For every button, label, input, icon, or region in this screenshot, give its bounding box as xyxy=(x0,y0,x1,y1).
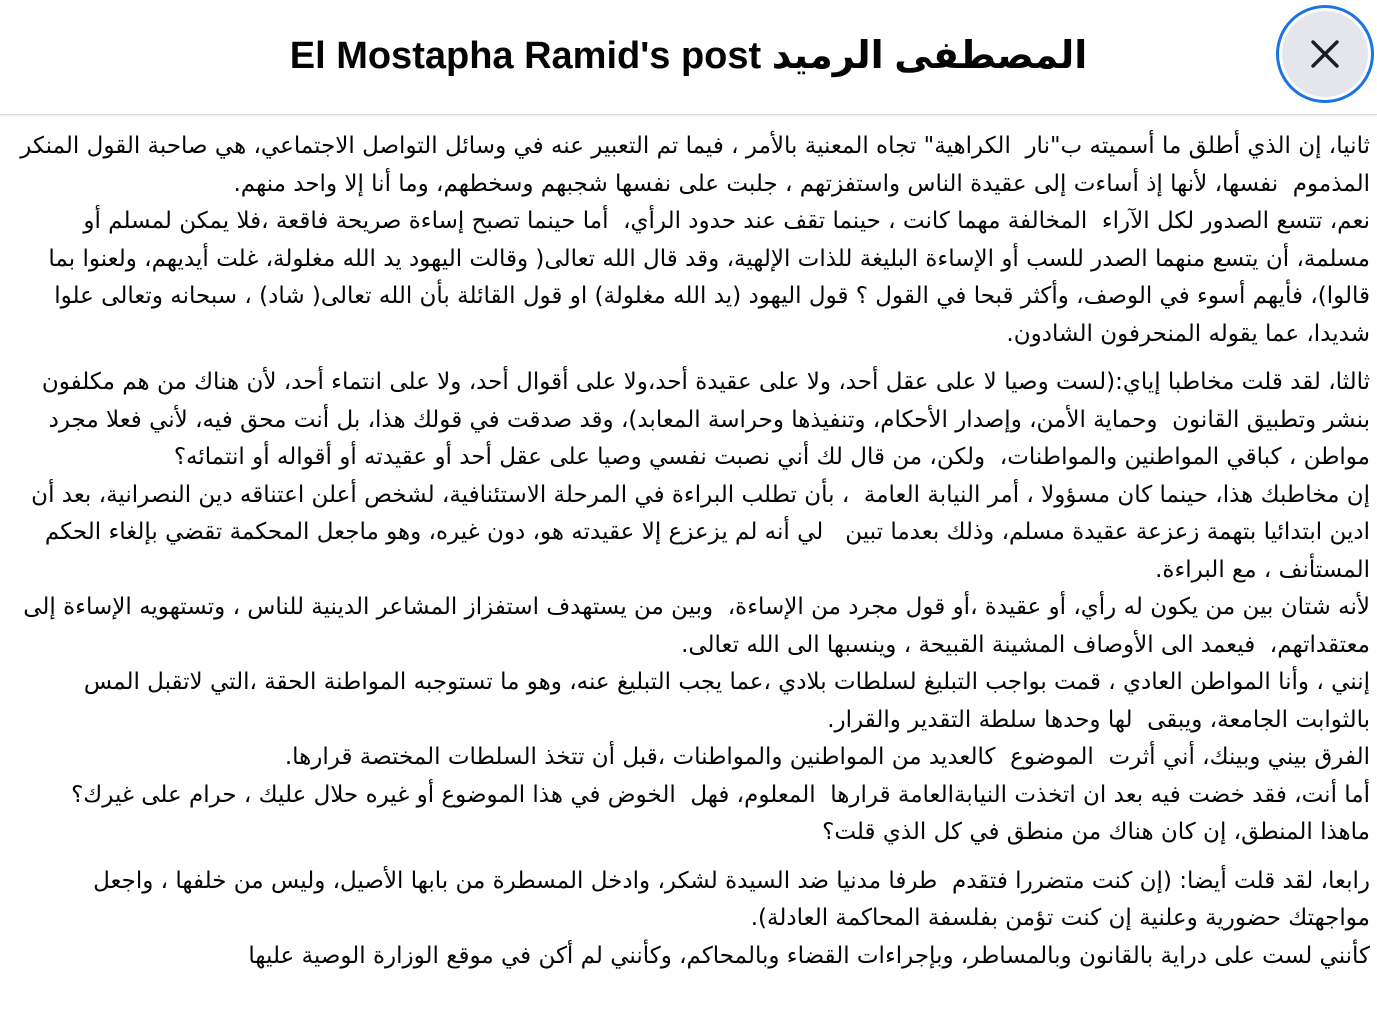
post-paragraph: رابعا، لقد قلت أيضا: (إن كنت متضررا فتقدم طرفا مدنيا ضد السيدة لشكر، وادخل المسطرة من بابها الأصيل، وليس من خلفها ، واجعل مواجهتك حضورية وعلنية إن كنت تؤمن بفلسفة المحاكمة العادلة). كأنني لست على دراية بالقانون وبالمساطر، وبإجراءات القضاء وبالمحاكم، وكأنني لم أكن في موقع الوزارة الوصية عليها xyxy=(93,867,1370,969)
post-paragraph: ثالثا، لقد قلت مخاطبا إياي:(لست وصيا لا على عقل أحد، ولا على عقيدة أحد،ولا على أقوال أحد، ولا على انتماء أحد، لأن هناك من هم مكلفون بنشر وتطبيق القانون وحماية الأمن، وإصدار الأحكام، وتنفيذها وحراسة المعابد)، وقد صدقت في قولك هذا، بل أنت محق فيه، لأني فعلا مجرد مواطن ، كباقي المواطنين والمواطنات، ولكن، من قال لك أني نصبت نفسي وصيا على عقل أحد أو عقيدته أو أقواله أو انتمائه؟ إن مخاطبك هذا، حينما كان مسؤولا ، أمر النيابة العامة ، بأن تطلب البراءة في المرحلة الاستئنافية، لشخص أعلن اعتناقه دين النصرانية، بعد أن ادين ابتدائيا بتهمة زعزعة عقيدة مسلم، وذلك بعدما تبين لي أنه لم يزعزع إلا عقيدته هو، دون غيره، وهو ماجعل المحكمة تقضي بإلغاء الحكم المستأنف ، مع البراءة. لأنه شتان بين من يكون له رأي، أو عقيدة ،أو قول مجرد من الإساءة، وبين من يستهدف استفزاز المشاعر الدينية للناس ، وتستهويه الإساءة إلى معتقداتهم، فيعمد الى الأوصاف المشينة القبيحة ، وينسبها الى الله تعالى. إنني ، وأنا المواطن العادي ، قمت بواجب التبليغ لسلطات بلادي ،عما يجب التبليغ عنه، وهو ما تستوجبه المواطنة الحقة ،التي لاتقبل المس بالثوابت الجامعة، ويبقى لها وحدها سلطة التقدير والقرار. الفرق بيني وبينك، أني أثرت الموضوع كالعديد من المواطنين والمواطنات ،قبل أن تتخذ السلطات المختصة قرارها. أما أنت، فقد خضت فيه بعد ان اتخذت النيابةالعامة قرارها المعلوم، فهل الخوض في هذا الموضوع أو غيره حلال عليك ، حرام على غيرك؟ ماهذا المنطق، إن كان هناك من منطق في كل الذي قلت؟ xyxy=(23,369,1370,845)
post-body xyxy=(18,128,1370,1035)
post-title: El Mostapha Ramid's post المصطفى الرميد xyxy=(289,35,1088,77)
close-button[interactable] xyxy=(1282,11,1368,97)
post-paragraph: ثانيا، إن الذي أطلق ما أسميته ب"نار الكراهية" تجاه المعنية بالأمر ، فيما تم التعبير عنه في وسائل التواصل الاجتماعي، هي صاحبة القول المنكر المذموم نفسها، لأنها إذ أساءت إلى عقيدة الناس واستفزتهم ، جلبت على نفسها شجبهم وسخطهم، وما أنا إلا واحد منهم. نعم، تتسع الصدور لكل الآراء المخالفة مهما كانت ، حينما تقف عند حدود الرأي، أما حينما تصبح إساءة صريحة فاقعة ،فلا يمكن لمسلم أو مسلمة، أن يتسع منهما الصدر للسب أو الإساءة البليغة للذات الإلهية، وقد قال الله تعالى( وقالت اليهود يد الله مغلولة، غلت أيديهم، ولعنوا بما قالوا)، فأيهم أسوء في الوصف، وأكثر قبحا في القول ؟ قول اليهود (يد الله مغلولة) او قول القائلة بأن الله تعالى( شاد) ، سبحانه وتعالى علوا شديدا، عما يقوله المنحرفون الشادون. xyxy=(20,133,1370,347)
dialog-header xyxy=(0,0,1377,115)
close-icon xyxy=(1308,37,1342,71)
